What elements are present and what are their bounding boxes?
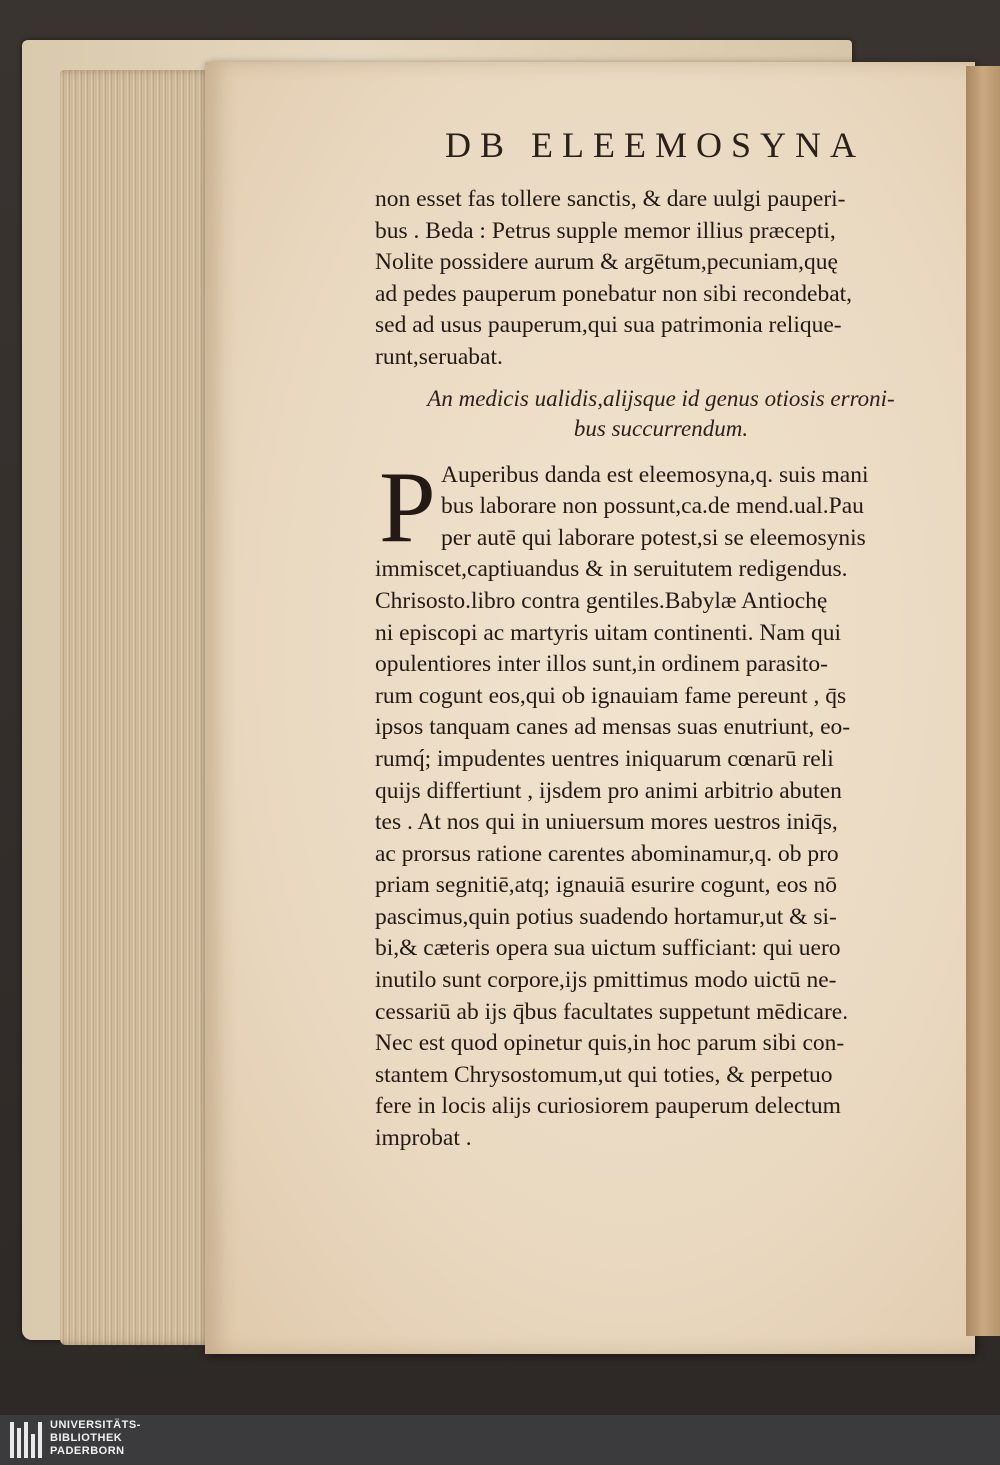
text-line: rum cogunt eos,qui ob ignauiam fame pereunt , q̄s (375, 682, 847, 709)
text-line: per autē qui laborare potest,si se eleemosynis (441, 524, 866, 551)
text-line: Chrisosto.libro contra gentiles.Babylæ Antiochę (375, 587, 828, 614)
text-line: ni episcopi ac martyris uitam continenti. Nam qui (375, 619, 841, 646)
section-heading (375, 384, 947, 444)
text-line: bus . Beda : Petrus supple memor illius præcepti, (375, 217, 836, 244)
library-name-line: UNIVERSITÄTS- (50, 1419, 141, 1431)
facing-page-edge (966, 66, 1000, 1336)
text-line: non esset fas tollere sanctis, & dare uulgi pauperi- (375, 186, 846, 212)
paragraph-1 (375, 184, 947, 374)
text-line: bi,& cæteris opera sua uictum sufficiant: qui uero (375, 935, 841, 962)
text-line: Nec est quod opinetur quis,in hoc parum sibi con- (375, 1030, 845, 1057)
text-line: ac prorsus ratione carentes abominamur,q. ob pro (375, 840, 839, 867)
text-line: fere in locis alijs curiosiorem pauperum delectum (375, 1093, 841, 1120)
heading-line: bus succurrendum. (573, 415, 749, 441)
text-line: pascimus,quin potius suadendo hortamur,ut & si- (375, 903, 837, 930)
text-line: cessariū ab ijs q̄bus facultates suppetunt mēdicare. (375, 998, 849, 1025)
text-line: improbat . (375, 1125, 472, 1152)
heading-line: An medicis ualidis,alijsque id genus otiosis erroni- (427, 385, 895, 411)
page-edges (60, 70, 220, 1345)
text-line: rumq́; impudentes uentres iniquarum cœnarū reli (375, 745, 834, 772)
text-line: ad pedes pauperum ponebatur non sibi recondebat, (375, 280, 853, 307)
text-line: Nolite possidere aurum & argētum,pecuniam,quę (375, 249, 838, 276)
text-line: inutilo sunt corpore,ijs pmittimus modo uictū ne- (375, 967, 837, 994)
text-line: immiscet,captiuandus & in seruitutem redigendus. (375, 556, 848, 583)
library-name-line: BIBLIOTHEK (50, 1432, 123, 1444)
text-line: quijs differtiunt , ijsdem pro animi arbitrio abuten (375, 777, 842, 804)
library-bars-icon (10, 1422, 42, 1458)
drop-cap: P (379, 450, 436, 564)
text-line: Auperibus danda est eleemosyna,q. suis mani (441, 461, 869, 488)
footer-bar (0, 1415, 1000, 1465)
text-line: tes . At nos qui in uniuersum mores uestros iniq̄s, (375, 809, 838, 836)
text-line: sed ad usus pauperum,qui sua patrimonia relique- (375, 312, 842, 339)
text-line: ipsos tanquam canes ad mensas suas enutriunt, eo- (375, 714, 851, 741)
paragraph-2 (375, 450, 947, 1155)
text-line: runt,seruabat. (375, 343, 503, 370)
running-header: DB ELEEMOSYNA (445, 125, 865, 165)
text-line: opulentiores inter illos sunt,in ordinem parasito- (375, 651, 828, 678)
library-name-line: PADERBORN (50, 1445, 125, 1457)
page-text (375, 184, 947, 1155)
text-line: priam segnitiē,atq; ignauiā esurire cogunt, eos nō (375, 872, 838, 899)
library-name (50, 1419, 141, 1458)
text-line: stantem Chrysostomum,ut qui toties, & perpetuo (375, 1061, 833, 1088)
text-line: bus laborare non possunt,ca.de mend.ual.Pau (441, 493, 864, 520)
